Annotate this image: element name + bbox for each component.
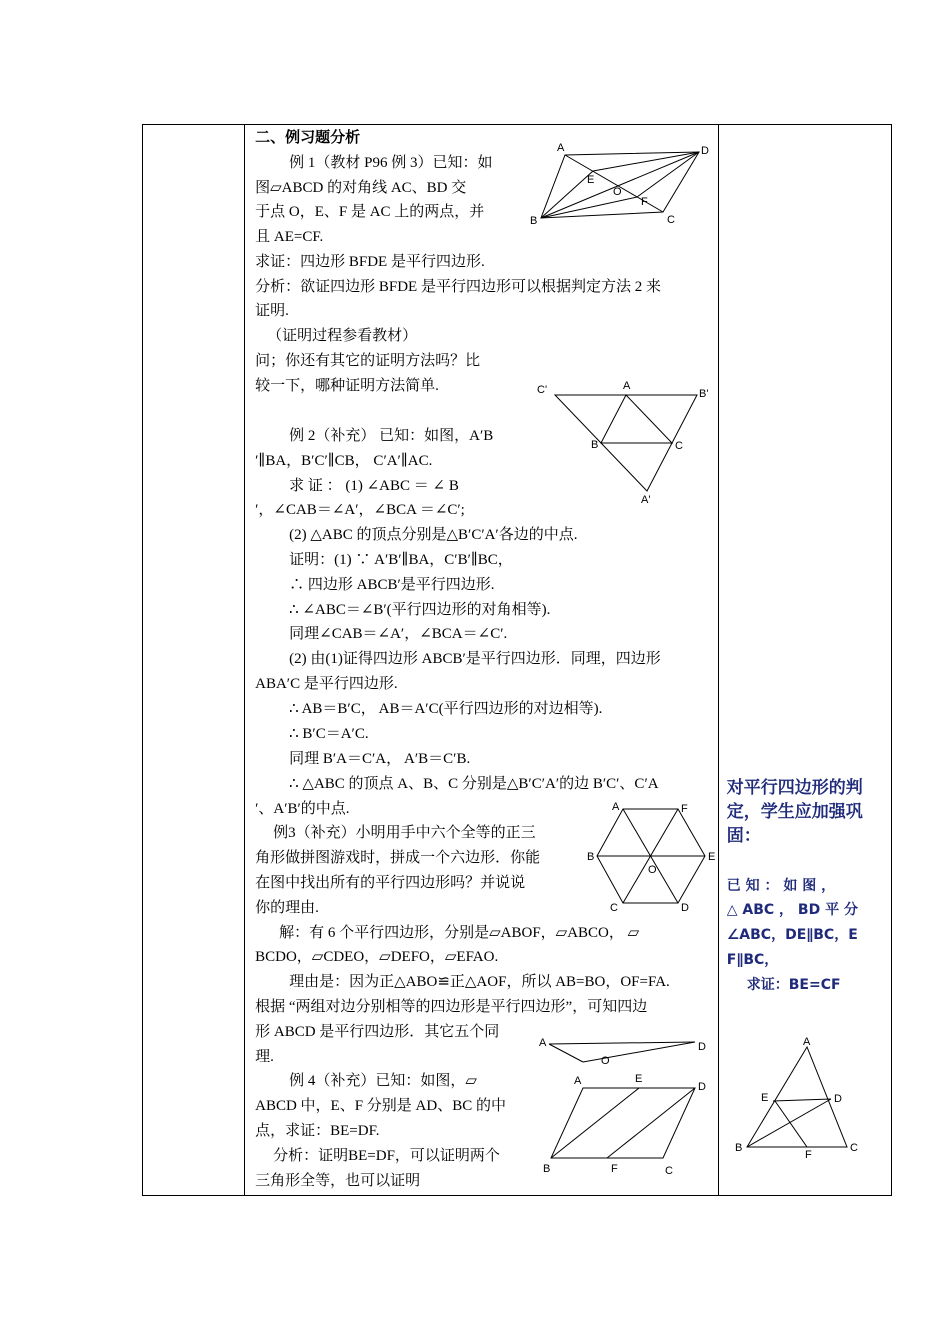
fig-label: D [701, 145, 710, 157]
fig-label: B [543, 1163, 551, 1175]
text-line: 证明. [255, 303, 289, 319]
text-line: 同理∠CAB＝∠A′，∠BCA＝∠C′. [289, 626, 508, 642]
text-line: ′∥BA，B′C′∥CB， C′A′∥AC. [255, 453, 433, 469]
text-line: ∴ AB＝B′C， AB＝A′C(平行四边形的对边相等). [289, 701, 603, 717]
text-line: 理. [255, 1049, 274, 1065]
fig-label: E [760, 1092, 769, 1104]
text-line: BCDO，▱CDEO，▱DEFO，▱EFAO. [255, 949, 499, 965]
text-line: 较一下，哪种证明方法简单. [255, 378, 439, 394]
text-line: 例 2（补充） 已知：如图，A′B [289, 428, 494, 444]
section-title: 二、例习题分析 [255, 130, 361, 146]
text-line: 同理 B′A＝C′A， A′B＝C′B. [289, 751, 471, 767]
lesson-table [142, 124, 892, 1196]
note-line: 对平行四边形的判 [726, 778, 863, 798]
text-line: 且 AE=CF. [255, 229, 324, 245]
fig-label: D [681, 902, 690, 913]
text-line: (2) △ABC 的顶点分别是△B′C′A′各边的中点. [289, 527, 578, 543]
text-line: 在图中找出所有的平行四边形吗？并说说 [255, 875, 526, 891]
text-line: （证明过程参看教材） [267, 328, 418, 344]
note-line: ∠ABC，DE∥BC，E [726, 927, 858, 943]
text-line: 角形做拼图游戏时，拼成一个六边形．你能 [255, 850, 541, 866]
fig-label: O [601, 1055, 610, 1067]
fig-label: E [587, 174, 595, 186]
note-line: F∥BC， [726, 952, 779, 968]
text-line: ′、A′B′的中点. [255, 801, 350, 817]
fig-label: A [612, 801, 620, 813]
text-line: 解：有 6 个平行四边形，分别是▱ABOF，▱ABCO， ▱ [279, 925, 640, 941]
note-line: 固： [726, 826, 761, 846]
text-line: 图▱ABCD 的对角线 AC、BD 交 [255, 180, 467, 196]
fig-label: C [665, 1165, 674, 1177]
fig-label: C' [537, 384, 548, 396]
text-line: ∴ 四边形 ABCB′是平行四边形. [289, 577, 495, 593]
note-line: 求证：BE=CF [746, 977, 841, 993]
text-line: 求 证 ： (1) ∠ABC ＝ ∠ B [289, 478, 459, 494]
fig-label: C [610, 902, 619, 913]
note-line: 已 知 ： 如 图 ， [726, 878, 836, 894]
text-line: ABA′C 是平行四边形. [255, 676, 398, 692]
note-column-cell [718, 125, 891, 1196]
text-line: 例 4（补充）已知：如图，▱ [289, 1073, 477, 1089]
text-line: 分析：欲证四边形 BFDE 是平行四边形可以根据判定方法 2 来 [255, 279, 661, 295]
figure-hexagon [585, 799, 725, 913]
text-line: 分析：证明BE=DF，可以证明两个 [273, 1148, 500, 1164]
fig-label: A [539, 1037, 547, 1049]
fig-label: F [611, 1163, 618, 1175]
text-line: 证明：(1) ∵ A′B′∥BA，C′B′∥BC， [289, 552, 513, 568]
fig-label: D [833, 1093, 842, 1105]
text-line: 求证：四边形 BFDE 是平行四边形. [255, 254, 485, 270]
fig-label: A' [641, 494, 651, 505]
content-column-cell [245, 125, 719, 1196]
fig-label: B' [699, 388, 709, 400]
note-line: △ ABC ， BD 平 分 [726, 902, 858, 918]
text-line: 形 ABCD 是平行四边形．其它五个同 [255, 1024, 500, 1040]
figure-parallelogram-diagonals [527, 139, 717, 229]
fig-label: F [641, 196, 648, 208]
fig-label: A [802, 1036, 811, 1048]
text-line: 于点 O，E、F 是 AC 上的两点，并 [255, 204, 485, 220]
text-line: 例 1（教材 P96 例 3）已知：如 [289, 155, 493, 171]
text-line: ∴ B′C＝A′C. [289, 726, 369, 742]
fig-label: B [530, 215, 538, 227]
note-line: 定，学生应加强巩 [726, 802, 863, 822]
text-line: ∴ △ABC 的顶点 A、B、C 分别是△B′C′A′的边 B′C′、C′A [289, 776, 659, 792]
fig-label: A [623, 380, 631, 392]
figure-midpoint-triangle [535, 375, 715, 505]
text-line: 根据 “两组对边分别相等的四边形是平行四边形”，可知四边 [255, 999, 648, 1015]
figure-angle-bisector-triangle [725, 1035, 885, 1160]
text-line: 例3（补充）小明用手中六个全等的正三 [273, 825, 536, 841]
text-line: 你的理由. [255, 900, 319, 916]
fig-label: D [698, 1081, 707, 1093]
fig-label: D [698, 1041, 707, 1053]
text-line: ′，∠CAB＝∠A′，∠BCA ＝∠C′; [255, 502, 465, 518]
table-row [143, 125, 892, 1196]
fig-label: C [675, 440, 684, 452]
figure-parallelogram-midpoints [535, 1030, 717, 1180]
fig-label: E [708, 851, 716, 863]
fig-label: F [681, 803, 688, 815]
fig-label: E [635, 1073, 643, 1085]
fig-label: B [591, 439, 599, 451]
fig-label: A [574, 1075, 582, 1087]
fig-label: B [587, 851, 595, 863]
fig-label: A [557, 142, 565, 154]
text-line: (2) 由(1)证得四边形 ABCB′是平行四边形．同理，四边形 [289, 651, 661, 667]
left-column-cell [143, 125, 245, 1196]
fig-label: C [849, 1142, 858, 1154]
fig-label: F [804, 1149, 812, 1160]
fig-label: B [734, 1142, 743, 1154]
text-line: 点，求证：BE=DF. [255, 1123, 380, 1139]
text-line: 问；你还有其它的证明方法吗？比 [255, 353, 481, 369]
fig-label: C [667, 214, 676, 226]
text-line: ∴ ∠ABC＝∠B′(平行四边形的对角相等). [289, 602, 551, 618]
fig-label: O [613, 186, 622, 198]
fig-label: O [648, 864, 657, 876]
text-line: 三角形全等，也可以证明 [255, 1173, 421, 1189]
text-line: 理由是：因为正△ABO≌正△AOF，所以 AB=BO，OF=FA. [289, 974, 670, 990]
text-line: ABCD 中，E、F 分别是 AD、BC 的中 [255, 1098, 506, 1114]
